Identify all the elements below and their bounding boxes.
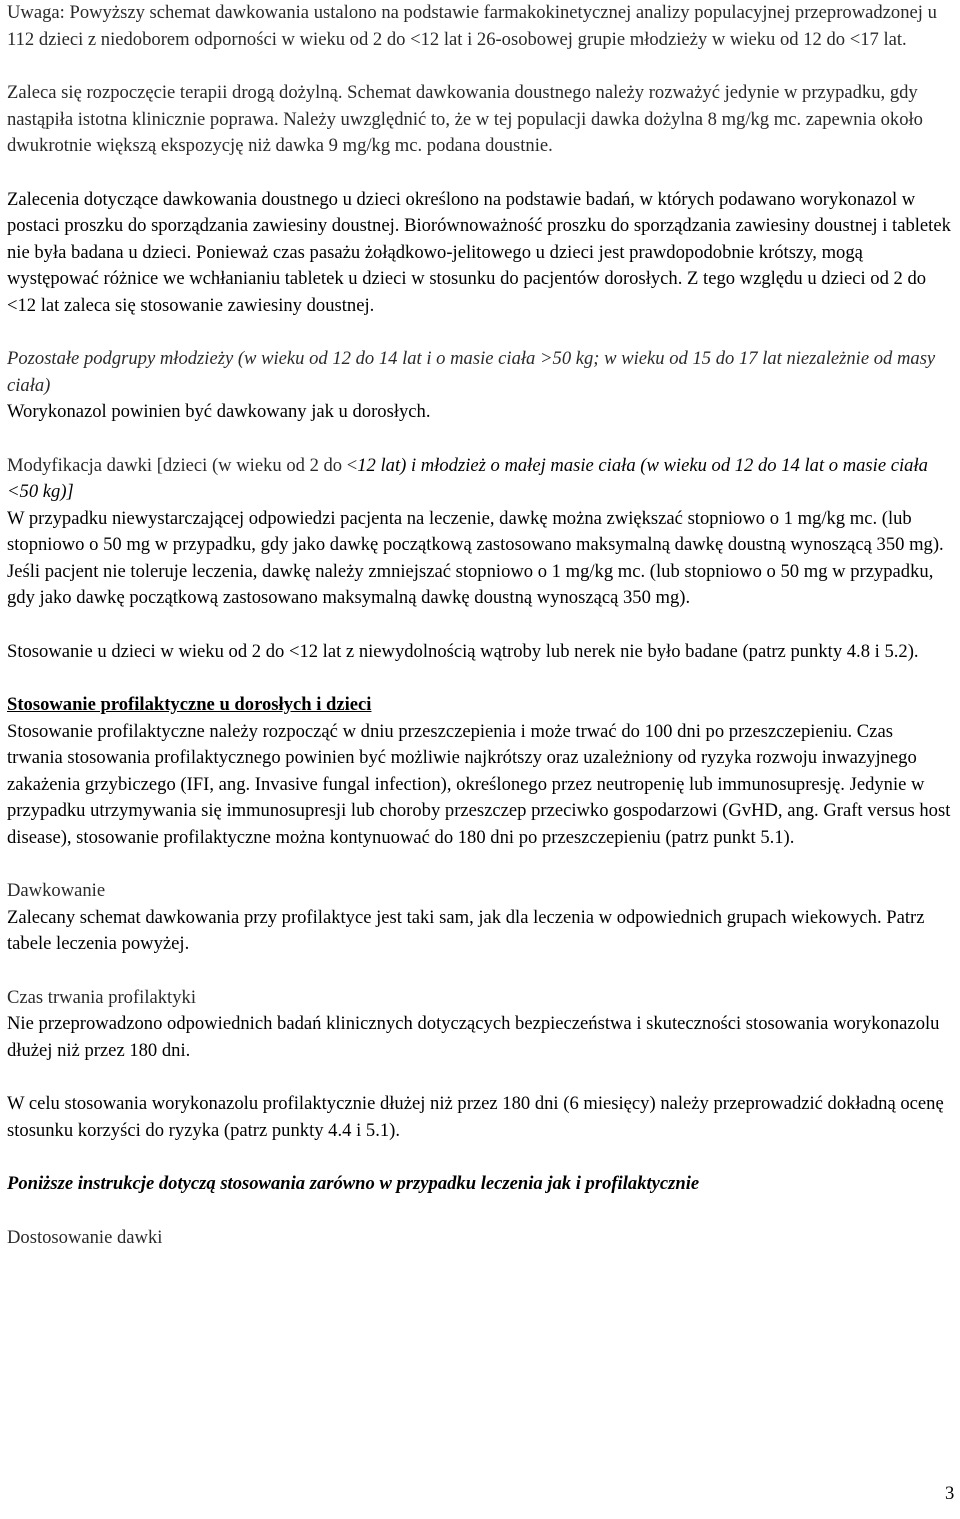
long-term-paragraph: W celu stosowania worykonazolu profilaktycznie dłużej niż przez 180 dni (6 miesięcy) należy przeprowadzić dokładną ocenę stosunku korzyści do ryzyka (patrz punkty 4.4 i 5.1).: [7, 1093, 944, 1141]
duration-heading: Czas trwania profilaktyki: [7, 986, 196, 1008]
adolescent-subgroups-paragraph: [7, 346, 952, 426]
dose-modification-paragraph: [7, 453, 952, 612]
dose-modification-lead: Modyfikacja dawki [dzieci (w wieku od 2 do <: [7, 454, 358, 476]
iv-start-paragraph: Zaleca się rozpoczęcie terapii drogą dożylną. Schemat dawkowania doustnego należy rozważyć jedynie w przypadku, gdy nastąpiła istotna klinicznie poprawa. Należy uwzględnić to, że w tej populacji dawka dożylna 8 mg/kg mc. zapewnia około dwukrotnie większą ekspozycję niż dawka 9 mg/kg mc. podana doustnie.: [7, 82, 923, 156]
prophylaxis-paragraph: Stosowanie profilaktyczne należy rozpocząć w dniu przeszczepienia i może trwać do 100 dni po przeszczepieniu. Czas trwania stosowania profilaktycznego powinien być możliwie najkrótszy oraz uzależniony od ryzyka rozwoju inwazyjnego zakażenia grzybiczego (IFI, ang. Invasive fungal infection), określonego przez neutropenię lub immunosupresję. Jedynie w przypadku utrzymywania się immunosupresji lub choroby przeszczep przeciwko gospodarzowi (GvHD, ang. Graft versus host disease), stosowanie profilaktyczne można kontynuować do 180 dni po przeszczepieniu (patrz punkt 5.1).: [7, 720, 951, 848]
prophylaxis-heading: Stosowanie profilaktyczne u dorosłych i dzieci: [7, 694, 372, 715]
page-number: 3: [945, 1483, 955, 1504]
adolescent-dosing-text: Worykonazol powinien być dawkowany jak u dorosłych.: [7, 401, 431, 422]
hepatic-renal-paragraph: Stosowanie u dzieci w wieku od 2 do <12 lat z niewydolnością wątroby lub nerek nie było badane (patrz punkty 4.8 i 5.2).: [7, 640, 919, 662]
dose-adjustment-heading: Dostosowanie dawki: [7, 1226, 163, 1248]
dose-modification-heading: 12 lat) i młodzież o małej masie ciała (w wieku od 12 do 14 lat o masie ciała <50 kg)]: [7, 454, 928, 502]
dosing-heading: Dawkowanie: [7, 880, 106, 901]
dose-modification-text: W przypadku niewystarczającej odpowiedzi pacjenta na leczenie, dawkę można zwiększać stopniowo o 1 mg/kg mc. (lub stopniowo o 50 mg w przypadku, gdy jako dawkę początkową zastosowano maksymalną dawkę doustną wynoszącą 350 mg). Jeśli pacjent nie toleruje leczenia, dawkę należy zmniejszać stopniowo o 1 mg/kg mc. (lub stopniowo o 50 mg w przypadku, gdy jako dawkę początkową zastosowano maksymalną dawkę doustną wynoszącą 350 mg).: [7, 507, 944, 608]
document-page: [7, 0, 952, 1251]
note-paragraph: Uwaga: Powyższy schemat dawkowania ustalono na podstawie farmakokinetycznej analizy populacyjnej przeprowadzonej u 112 dzieci z niedoborem odporności w wieku od 2 do <12 lat i 26-osobowej grupie młodzieży w wieku od 12 do <17 lat.: [7, 2, 937, 50]
duration-paragraph: Nie przeprowadzono odpowiednich badań klinicznych dotyczących bezpieczeństwa i skuteczności stosowania worykonazolu dłużej niż przez 180 dni.: [7, 1013, 940, 1061]
adolescent-subgroups-heading: Pozostałe podgrupy młodzieży (w wieku od 12 do 14 lat i o masie ciała >50 kg; w wieku od 15 do 17 lat niezależnie od masy ciała): [7, 348, 936, 396]
dosing-paragraph: Zalecany schemat dawkowania przy profilaktyce jest taki sam, jak dla leczenia w odpowiednich grupach wiekowych. Patrz tabele leczenia powyżej.: [7, 906, 925, 954]
instructions-note: Poniższe instrukcje dotyczą stosowania zarówno w przypadku leczenia jak i profilaktycznie: [7, 1173, 700, 1194]
oral-dosing-paragraph: Zalecenia dotyczące dawkowania doustnego u dzieci określono na podstawie badań, w których podawano worykonazol w postaci proszku do sporządzania zawiesiny doustnej. Biorównoważność proszku do sporządzania zawiesiny doustnej i tabletek nie była badana u dzieci. Ponieważ czas pasażu żołądkowo-jelitowego u dzieci jest prawdopodobnie krótszy, mogą występować różnice we wchłanianiu tabletek u dzieci w stosunku do pacjentów dorosłych. Z tego względu u dzieci od 2 do <12 lat zaleca się stosowanie zawiesiny doustnej.: [7, 188, 951, 316]
